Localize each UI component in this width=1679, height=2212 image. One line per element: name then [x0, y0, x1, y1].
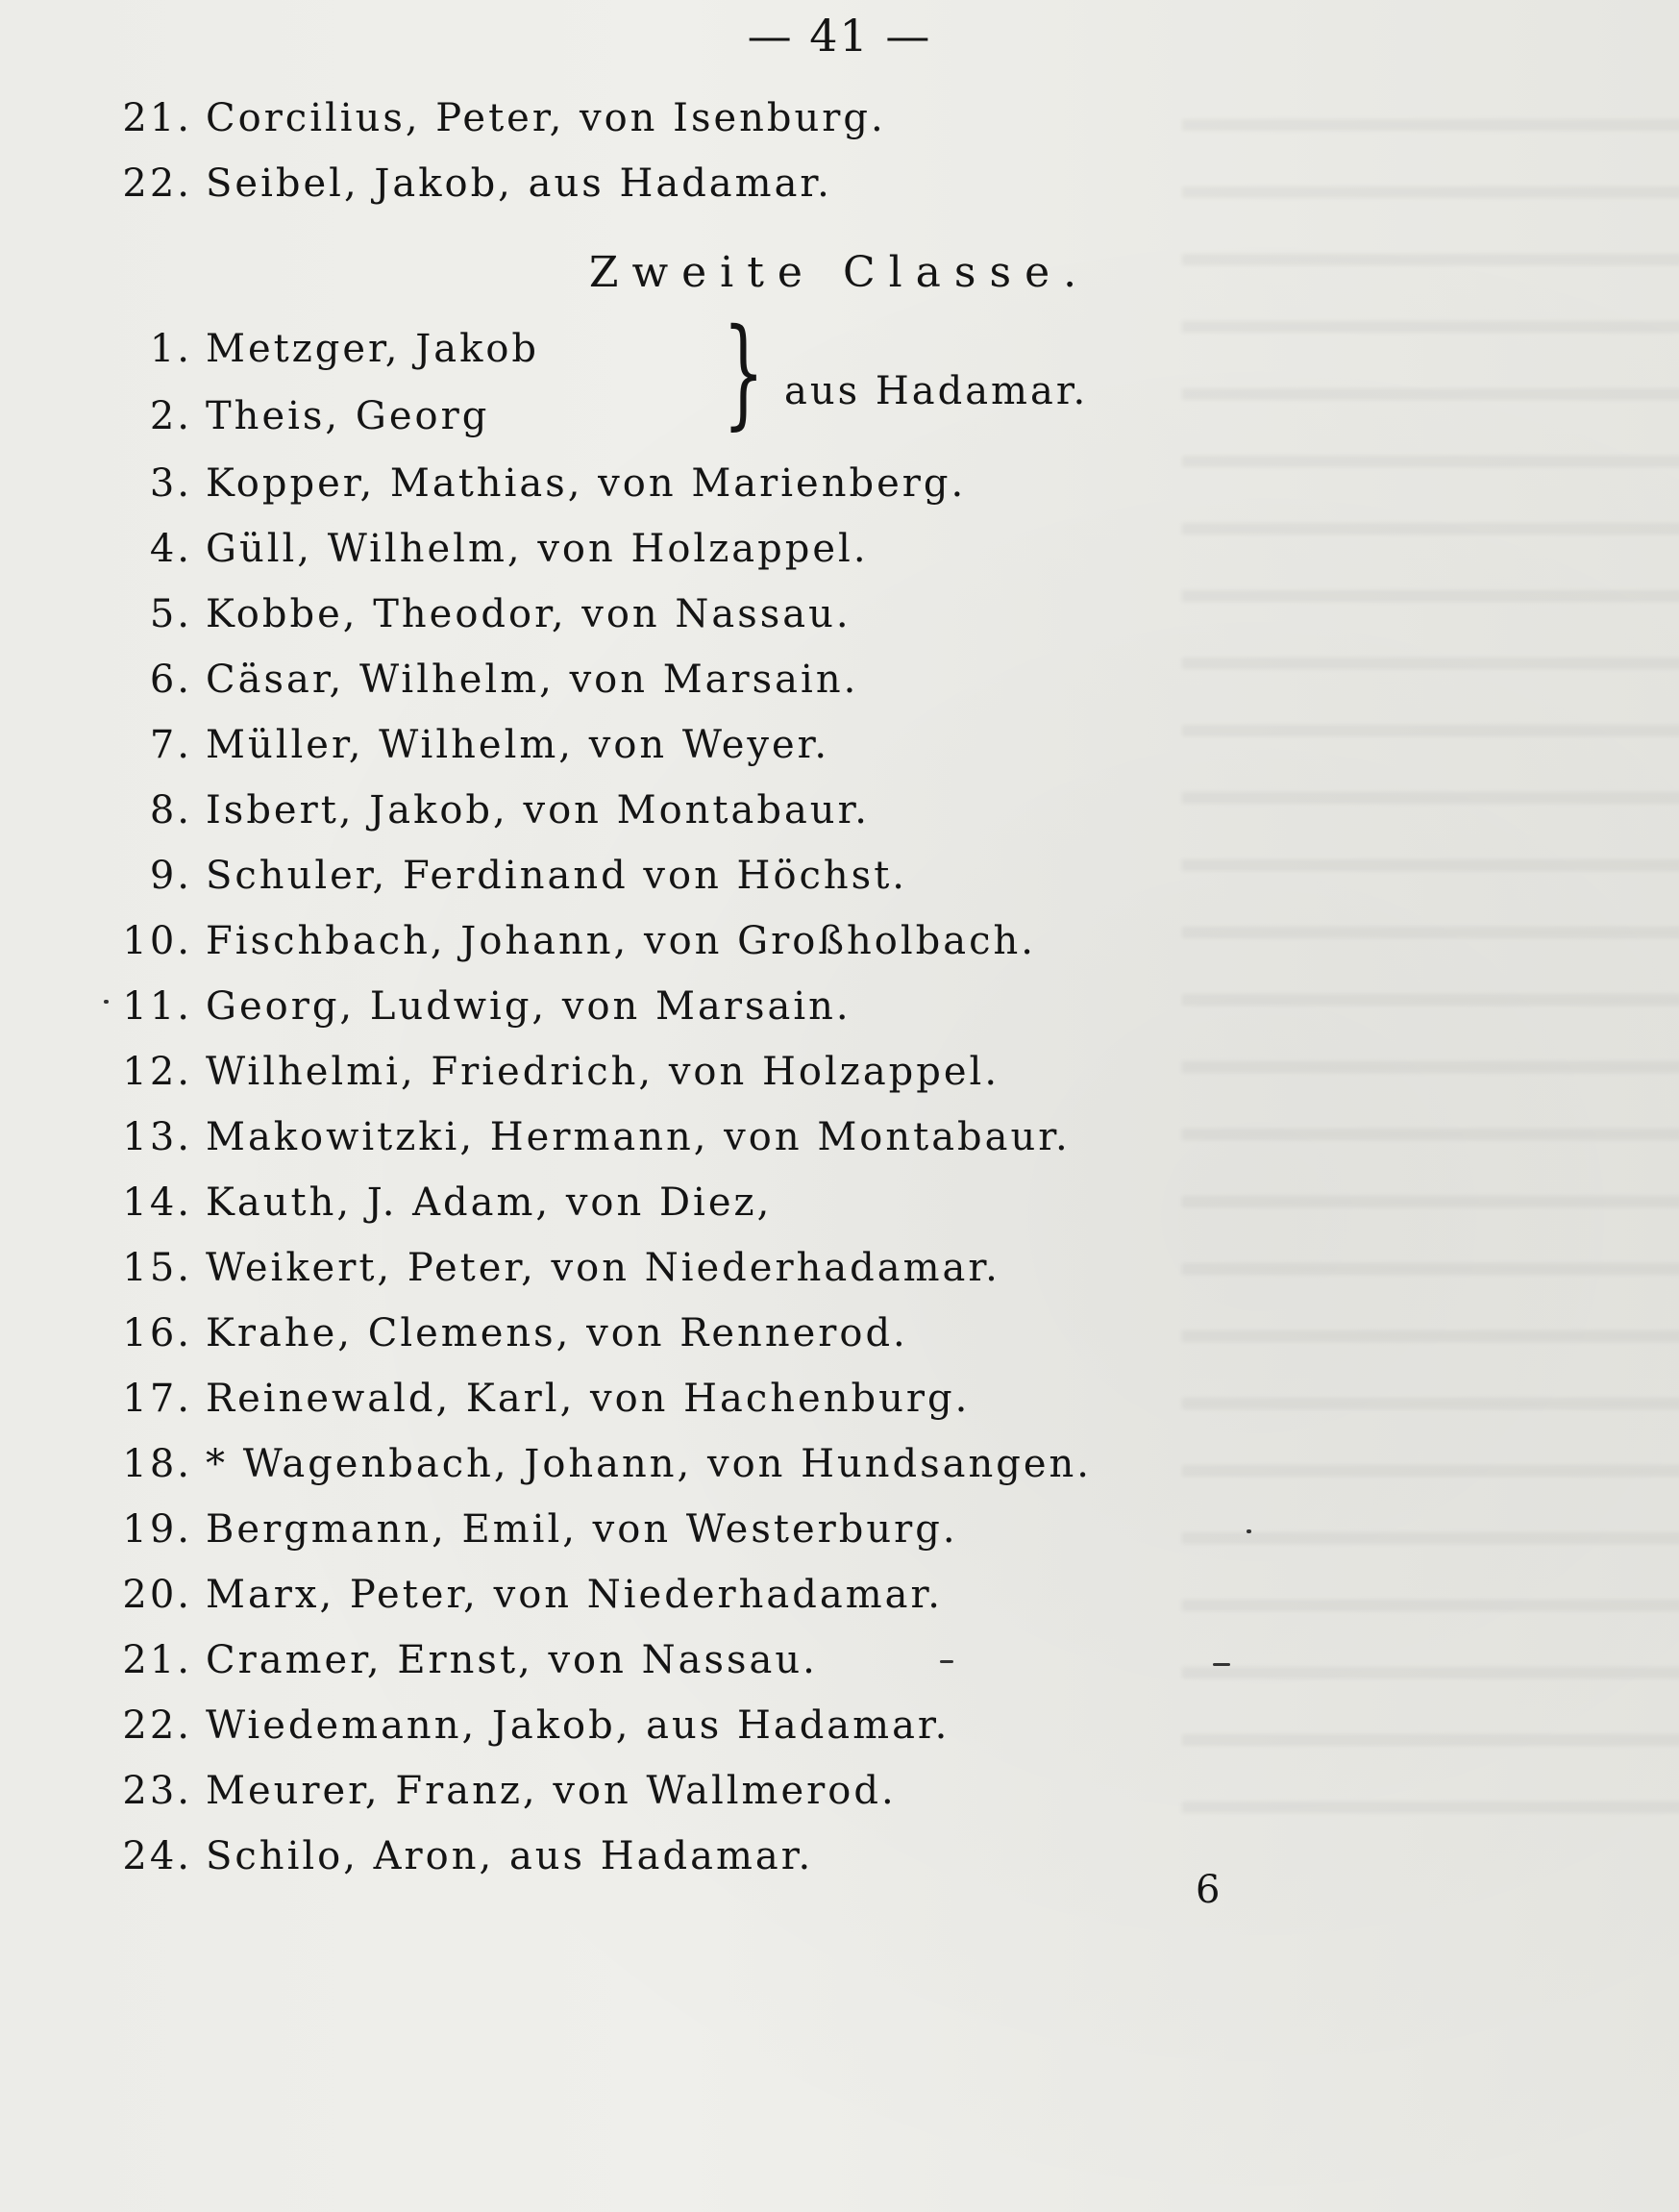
entry-text: Meurer, Franz, von Wallmerod. [206, 1769, 897, 1813]
entry-number: 12. [122, 1050, 192, 1094]
list-entry [106, 592, 852, 636]
entry-number: 4. [149, 527, 192, 571]
signature-mark: 6 [1196, 1868, 1221, 1912]
list-entry [106, 1442, 1092, 1486]
entry-text: Fischbach, Johann, von Großholbach. [206, 919, 1036, 963]
entry-number: 20. [122, 1573, 192, 1617]
list-entry [106, 162, 832, 206]
entry-text: Isbert, Jakob, von Montabaur. [206, 788, 871, 833]
entry-text: Müller, Wilhelm, von Weyer. [206, 723, 830, 767]
list-entry [106, 1507, 958, 1552]
entry-text: Schilo, Aron, aus Hadamar. [206, 1834, 814, 1878]
entry-text: Schuler, Ferdinand von Höchst. [206, 854, 907, 898]
section-heading: Zweite Classe. [588, 248, 1091, 297]
list-entry [106, 394, 489, 438]
entry-text: Georg, Ludwig, von Marsain. [206, 984, 852, 1029]
grouping-brace: } [723, 304, 765, 442]
entry-text: Reinewald, Karl, von Hachenburg. [206, 1377, 971, 1421]
ink-speck [940, 1660, 953, 1663]
entry-text: Wiedemann, Jakob, aus Hadamar. [206, 1703, 951, 1748]
entry-text: Wilhelmi, Friedrich, von Holzappel. [206, 1050, 1000, 1094]
list-entry [106, 1115, 1071, 1159]
list-entry [106, 1311, 908, 1355]
entry-text: Cramer, Ernst, von Nassau. [206, 1638, 818, 1682]
list-entry [106, 1377, 970, 1421]
entry-text: Marx, Peter, von Niederhadamar. [206, 1573, 943, 1617]
page-number-header: — 41 — [747, 10, 932, 62]
list-entry [106, 1769, 897, 1813]
list-entry [106, 919, 1036, 963]
entry-text: Kopper, Mathias, von Marienberg. [206, 461, 967, 506]
entry-text: Kobbe, Theodor, von Nassau. [206, 592, 852, 636]
entry-number: 21. [122, 1638, 192, 1682]
entry-number: 11. [122, 984, 192, 1029]
entry-number: 3. [149, 461, 192, 506]
entry-text: Güll, Wilhelm, von Holzappel. [206, 527, 869, 571]
list-entry [106, 1573, 943, 1617]
brace-label: aus Hadamar. [784, 369, 1089, 413]
entry-number: 2. [149, 394, 192, 438]
entry-text: Kauth, J. Adam, von Diez, [206, 1181, 773, 1225]
entry-text: Makowitzki, Hermann, von Montabaur. [206, 1115, 1071, 1159]
entry-text: Corcilius, Peter, von Isenburg. [206, 96, 886, 140]
entry-number: 15. [122, 1246, 192, 1290]
entry-number: 17. [122, 1377, 192, 1421]
entry-number: 16. [122, 1311, 192, 1355]
entry-number: 5. [149, 592, 192, 636]
entry-number: 6. [149, 658, 192, 702]
entry-text: * Wagenbach, Johann, von Hundsangen. [206, 1442, 1093, 1486]
entry-text: Seibel, Jakob, aus Hadamar. [206, 162, 832, 206]
list-entry [106, 984, 852, 1029]
ink-speck [1247, 1529, 1251, 1533]
entry-number: 24. [122, 1834, 192, 1878]
list-entry [106, 1638, 818, 1682]
ink-speck [1213, 1663, 1230, 1666]
list-entry [106, 658, 858, 702]
entry-number: 9. [149, 854, 192, 898]
entry-number: 14. [122, 1181, 192, 1225]
entry-text: Theis, Georg [206, 394, 490, 438]
list-entry [106, 854, 907, 898]
entry-number: 22. [122, 162, 192, 206]
entry-number: 7. [149, 723, 192, 767]
ink-speck [104, 1000, 109, 1004]
bleed-through-text [1182, 87, 1679, 1817]
entry-number: 21. [122, 96, 192, 140]
entry-number: 8. [149, 788, 192, 833]
entry-number: 23. [122, 1769, 192, 1813]
entry-text: Krahe, Clemens, von Rennerod. [206, 1311, 908, 1355]
list-entry [106, 527, 869, 571]
entry-number: 10. [122, 919, 192, 963]
list-entry [106, 461, 966, 506]
list-entry [106, 1834, 813, 1878]
entry-number: 18. [122, 1442, 192, 1486]
entry-number: 22. [122, 1703, 192, 1748]
list-entry [106, 723, 829, 767]
entry-text: Metzger, Jakob [206, 327, 540, 371]
list-entry [106, 327, 539, 371]
list-entry [106, 1703, 950, 1748]
list-entry [106, 1246, 1000, 1290]
entry-number: 13. [122, 1115, 192, 1159]
entry-number: 1. [149, 327, 192, 371]
entry-number: 19. [122, 1507, 192, 1552]
list-entry [106, 788, 870, 833]
entry-text: Bergmann, Emil, von Westerburg. [206, 1507, 958, 1552]
entry-text: Cäsar, Wilhelm, von Marsain. [206, 658, 859, 702]
list-entry [106, 1050, 1000, 1094]
list-entry [106, 96, 886, 140]
entry-text: Weikert, Peter, von Niederhadamar. [206, 1246, 1000, 1290]
list-entry [106, 1181, 772, 1225]
